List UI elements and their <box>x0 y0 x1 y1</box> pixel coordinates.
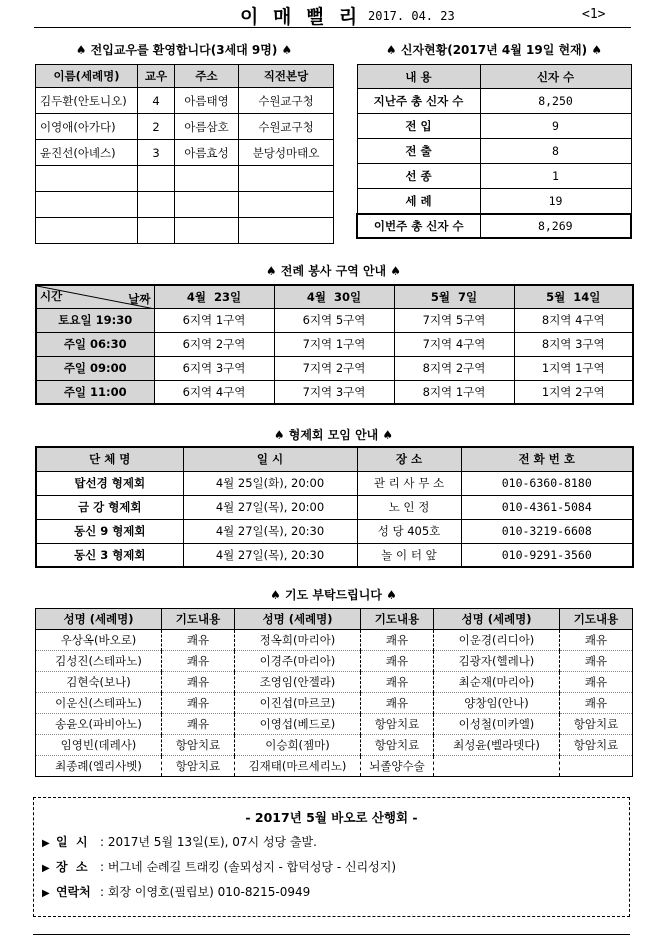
meeting-place: 놀 이 터 앞 <box>357 543 461 567</box>
meeting-datetime: 4월 25일(화), 20:00 <box>183 471 357 495</box>
stats-label: 세 례 <box>357 189 480 214</box>
event-item <box>42 833 622 858</box>
prayer-content: 쾌유 <box>162 630 235 651</box>
meeting-group: 동신 3 형제회 <box>36 543 183 567</box>
service-date: 4월 23일 <box>154 285 274 308</box>
table-row <box>36 756 633 777</box>
service-cell: 6지역 1구역 <box>154 308 274 332</box>
service-date: 5월 7일 <box>394 285 514 308</box>
prayer-content: 항암치료 <box>361 735 434 756</box>
welcome-count: 3 <box>138 140 175 166</box>
welcome-name <box>36 192 138 218</box>
stats-value: 8,250 <box>480 89 631 114</box>
welcome-count <box>138 218 175 244</box>
stats-header-value: 신자 수 <box>480 65 631 89</box>
prayer-name: 송윤오(파비아노) <box>36 714 162 735</box>
service-date: 5월 14일 <box>514 285 633 308</box>
prayer-name: 이경주(마리아) <box>235 651 361 672</box>
prayer-title: ♠ 기도 부탁드립니다 ♠ <box>270 588 397 602</box>
welcome-name <box>36 166 138 192</box>
page-number: <1> <box>582 7 606 22</box>
stats-label: 지난주 총 신자 수 <box>357 89 480 114</box>
prayer-name: 이진섭(마르코) <box>235 693 361 714</box>
table-row <box>357 89 631 114</box>
service-corner-time: 시간 <box>40 289 63 303</box>
prayer-name: 이승희(젬마) <box>235 735 361 756</box>
meeting-phone: 010-6360-8180 <box>461 471 633 495</box>
prayer-content: 쾌유 <box>361 630 434 651</box>
triangle-right-icon: ▶ <box>42 838 50 849</box>
service-cell: 8지역 2구역 <box>394 356 514 380</box>
meetings-header-phone: 전 화 번 호 <box>461 447 633 471</box>
meeting-place: 성 당 405호 <box>357 519 461 543</box>
prayer-header: 성명 (세례명) <box>434 609 560 630</box>
service-cell: 6지역 2구역 <box>154 332 274 356</box>
welcome-address <box>175 218 239 244</box>
service-cell: 8지역 1구역 <box>394 380 514 404</box>
prayer-name: 이성철(미카엘) <box>434 714 560 735</box>
prayer-name: 조영임(안젤라) <box>235 672 361 693</box>
table-row <box>36 114 334 140</box>
welcome-count <box>138 166 175 192</box>
table-row <box>36 356 633 380</box>
prayer-content: 쾌유 <box>361 672 434 693</box>
welcome-parish <box>239 166 334 192</box>
event-label: 장 소 <box>56 860 88 874</box>
service-cell: 7지역 1구역 <box>274 332 394 356</box>
table-row <box>36 651 633 672</box>
prayer-content: 쾌유 <box>162 672 235 693</box>
prayer-content: 쾌유 <box>361 651 434 672</box>
prayer-name: 양창임(안나) <box>434 693 560 714</box>
welcome-table <box>35 64 334 244</box>
welcome-address: 아름삼호 <box>175 114 239 140</box>
footer-rule <box>33 934 630 935</box>
event-value: : 버그네 순례길 트래킹 (솔뫼성지 - 합덕성당 - 신리성지) <box>100 860 397 874</box>
prayer-name: 김광자(헬레나) <box>434 651 560 672</box>
prayer-content <box>560 756 633 777</box>
table-row <box>36 714 633 735</box>
service-cell: 8지역 3구역 <box>514 332 633 356</box>
meeting-place: 노 인 정 <box>357 495 461 519</box>
prayer-name <box>434 756 560 777</box>
table-row <box>36 332 633 356</box>
prayer-content: 쾌유 <box>162 714 235 735</box>
service-cell: 6지역 5구역 <box>274 308 394 332</box>
prayer-name: 이영섭(베드로) <box>235 714 361 735</box>
welcome-parish: 수원교구청 <box>239 88 334 114</box>
service-table <box>35 284 634 405</box>
stats-title: ♠ 신자현황(2017년 4월 19일 현재) ♠ <box>385 43 603 57</box>
prayer-name: 우상옥(바오로) <box>36 630 162 651</box>
welcome-address <box>175 192 239 218</box>
prayer-header: 기도내용 <box>162 609 235 630</box>
table-row <box>36 543 633 567</box>
meetings-table <box>35 446 634 568</box>
welcome-parish <box>239 192 334 218</box>
welcome-header-parish: 직전본당 <box>239 65 334 88</box>
prayer-name: 최종례(엘리사벳) <box>36 756 162 777</box>
service-corner-date: 날짜 <box>128 291 151 306</box>
welcome-name: 윤진선(아녜스) <box>36 140 138 166</box>
welcome-address: 아름효성 <box>175 140 239 166</box>
welcome-header-count: 교우 <box>138 65 175 88</box>
service-cell: 8지역 4구역 <box>514 308 633 332</box>
prayer-content: 뇌졸양수술 <box>361 756 434 777</box>
welcome-parish <box>239 218 334 244</box>
welcome-count: 4 <box>138 88 175 114</box>
stats-value: 8 <box>480 139 631 164</box>
table-row <box>36 693 633 714</box>
table-row <box>357 114 631 139</box>
prayer-content: 항암치료 <box>560 714 633 735</box>
service-date: 4월 30일 <box>274 285 394 308</box>
prayer-name: 김현숙(보나) <box>36 672 162 693</box>
event-value: : 2017년 5월 13일(토), 07시 성당 출발. <box>100 835 317 849</box>
event-label: 연락처 <box>56 885 91 899</box>
welcome-header-name: 이름(세례명) <box>36 65 138 88</box>
welcome-name: 김두환(안토니오) <box>36 88 138 114</box>
table-row <box>357 139 631 164</box>
service-time: 주일 09:00 <box>36 356 154 380</box>
service-title: ♠ 전례 봉사 구역 안내 ♠ <box>265 264 402 278</box>
stats-total-value: 8,269 <box>480 214 631 238</box>
prayer-name: 정옥희(마리아) <box>235 630 361 651</box>
service-time: 토요일 19:30 <box>36 308 154 332</box>
welcome-parish: 수원교구청 <box>239 114 334 140</box>
service-cell: 7지역 2구역 <box>274 356 394 380</box>
stats-label: 전 입 <box>357 114 480 139</box>
welcome-name <box>36 218 138 244</box>
table-row <box>36 166 334 192</box>
table-row <box>36 630 633 651</box>
welcome-title: ♠ 전입교우를 환영합니다(3세대 9명) ♠ <box>75 43 293 57</box>
welcome-count <box>138 192 175 218</box>
service-cell: 6지역 4구역 <box>154 380 274 404</box>
service-cell: 7지역 4구역 <box>394 332 514 356</box>
prayer-content: 쾌유 <box>560 672 633 693</box>
triangle-right-icon: ▶ <box>42 863 50 874</box>
welcome-count: 2 <box>138 114 175 140</box>
prayer-content: 쾌유 <box>162 651 235 672</box>
meeting-phone: 010-4361-5084 <box>461 495 633 519</box>
meeting-datetime: 4월 27일(목), 20:00 <box>183 495 357 519</box>
welcome-address: 아름태영 <box>175 88 239 114</box>
header-rule <box>34 27 631 28</box>
meetings-header-group: 단 체 명 <box>36 447 183 471</box>
welcome-header-address: 주소 <box>175 65 239 88</box>
stats-label: 선 종 <box>357 164 480 189</box>
event-item <box>42 858 622 883</box>
table-row <box>357 164 631 189</box>
prayer-name: 이운경(리디아) <box>434 630 560 651</box>
service-cell: 7지역 5구역 <box>394 308 514 332</box>
prayer-name: 이운신(스테파노) <box>36 693 162 714</box>
table-row <box>36 519 633 543</box>
meeting-place: 관 리 사 무 소 <box>357 471 461 495</box>
stats-value: 9 <box>480 114 631 139</box>
table-row <box>36 218 334 244</box>
meetings-header-place: 장 소 <box>357 447 461 471</box>
prayer-header: 기도내용 <box>361 609 434 630</box>
table-row <box>36 495 633 519</box>
welcome-name: 이영애(아가다) <box>36 114 138 140</box>
meeting-phone: 010-9291-3560 <box>461 543 633 567</box>
prayer-content: 항암치료 <box>361 714 434 735</box>
stats-header-label: 내 용 <box>357 65 480 89</box>
meeting-phone: 010-3219-6608 <box>461 519 633 543</box>
meetings-header-datetime: 일 시 <box>183 447 357 471</box>
triangle-right-icon: ▶ <box>42 888 50 899</box>
service-time: 주일 11:00 <box>36 380 154 404</box>
prayer-content: 쾌유 <box>560 630 633 651</box>
prayer-content: 항암치료 <box>162 735 235 756</box>
prayer-content: 항암치료 <box>162 756 235 777</box>
stats-table <box>356 64 632 239</box>
service-time: 주일 06:30 <box>36 332 154 356</box>
stats-value: 1 <box>480 164 631 189</box>
event-title: - 2017년 5월 바오로 산행회 - <box>245 810 418 825</box>
header-title: 이 매 뻘 리 <box>240 6 362 28</box>
table-row <box>357 189 631 214</box>
service-corner-cell <box>36 285 154 308</box>
service-cell: 7지역 3구역 <box>274 380 394 404</box>
meeting-datetime: 4월 27일(목), 20:30 <box>183 543 357 567</box>
table-row <box>36 88 334 114</box>
stats-label: 전 출 <box>357 139 480 164</box>
event-label: 일 시 <box>56 835 88 849</box>
welcome-address <box>175 166 239 192</box>
table-row <box>36 140 334 166</box>
prayer-content: 항암치료 <box>560 735 633 756</box>
prayer-name: 김재태(마르세리노) <box>235 756 361 777</box>
prayer-name: 임영빈(데레사) <box>36 735 162 756</box>
event-item <box>42 883 622 908</box>
meetings-title: ♠ 형제회 모임 안내 ♠ <box>273 428 394 442</box>
table-row <box>36 735 633 756</box>
header-date: 2017. 04. 23 <box>368 9 455 23</box>
service-cell: 1지역 2구역 <box>514 380 633 404</box>
table-row <box>36 471 633 495</box>
prayer-content: 쾌유 <box>361 693 434 714</box>
service-cell: 1지역 1구역 <box>514 356 633 380</box>
service-cell: 6지역 3구역 <box>154 356 274 380</box>
event-value: : 회장 이영호(필립보) 010-8215-0949 <box>100 885 311 899</box>
prayer-header: 성명 (세례명) <box>36 609 162 630</box>
stats-total-label: 이번주 총 신자 수 <box>357 214 480 238</box>
prayer-content: 쾌유 <box>162 693 235 714</box>
prayer-content: 쾌유 <box>560 693 633 714</box>
stats-value: 19 <box>480 189 631 214</box>
prayer-table <box>35 608 633 777</box>
welcome-parish: 분당성마태오 <box>239 140 334 166</box>
meeting-group: 탑선경 형제회 <box>36 471 183 495</box>
table-row <box>36 672 633 693</box>
meeting-group: 금 강 형제회 <box>36 495 183 519</box>
meeting-datetime: 4월 27일(목), 20:30 <box>183 519 357 543</box>
prayer-header: 성명 (세례명) <box>235 609 361 630</box>
prayer-name: 김성진(스테파노) <box>36 651 162 672</box>
prayer-header: 기도내용 <box>560 609 633 630</box>
prayer-name: 최순재(마리아) <box>434 672 560 693</box>
table-row <box>36 192 334 218</box>
event-items <box>42 833 622 908</box>
table-row <box>36 308 633 332</box>
meeting-group: 동신 9 형제회 <box>36 519 183 543</box>
prayer-name: 최성윤(벨라뎃다) <box>434 735 560 756</box>
prayer-content: 쾌유 <box>560 651 633 672</box>
table-row <box>36 380 633 404</box>
